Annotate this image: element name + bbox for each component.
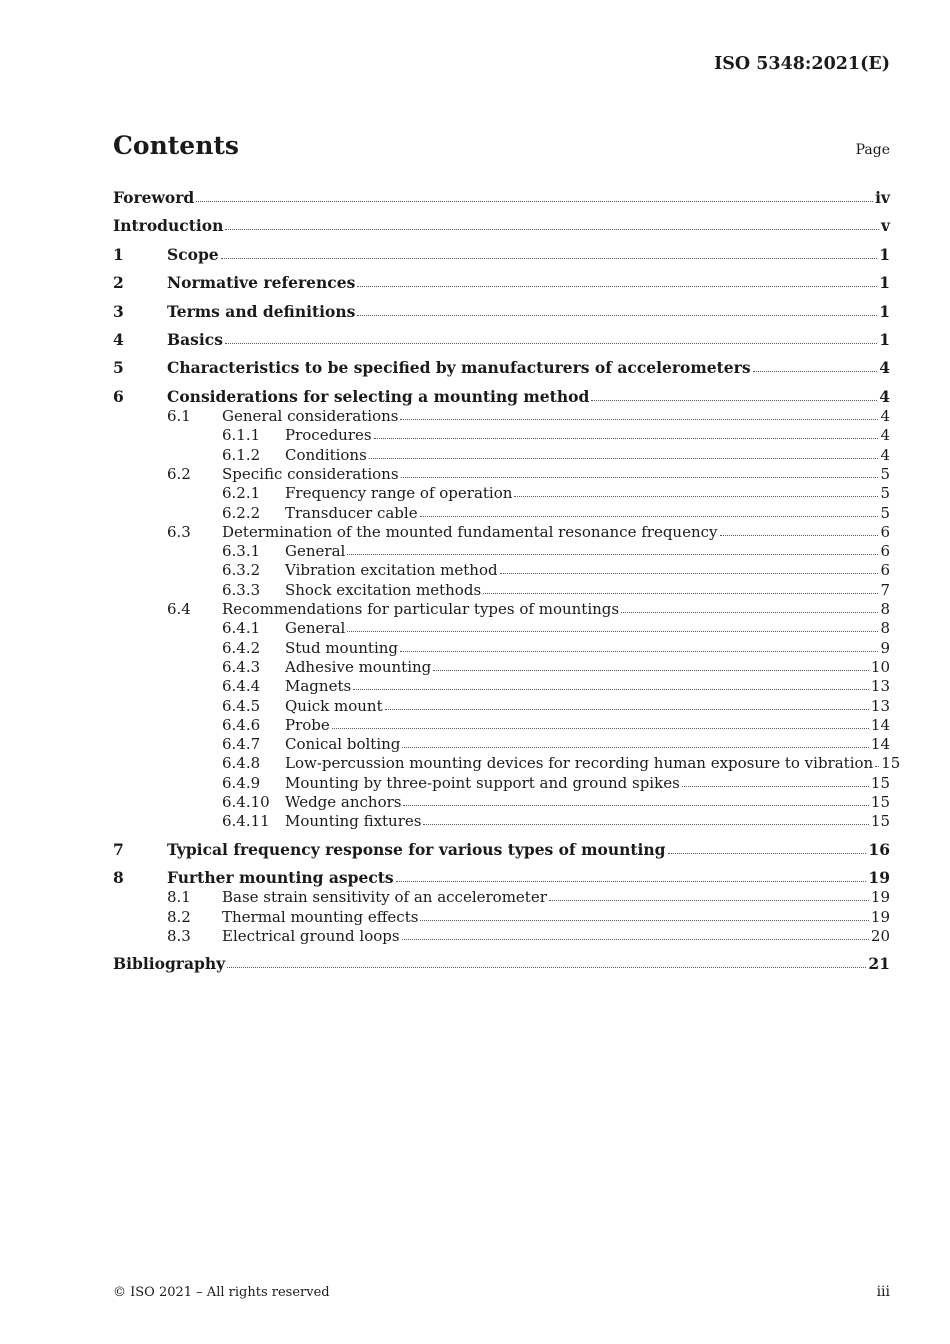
toc-entry-page: 4 xyxy=(879,387,890,406)
toc-entry-number: 8.1 xyxy=(167,888,191,906)
toc-entry[interactable] xyxy=(113,301,890,321)
toc-entry-page: 10 xyxy=(870,658,890,676)
toc-entry[interactable] xyxy=(113,521,890,541)
toc-entry[interactable] xyxy=(113,187,890,207)
toc-entry-page: 14 xyxy=(870,716,890,734)
toc-leader-dots xyxy=(402,747,869,748)
toc-entry-title: General xyxy=(285,619,346,637)
toc-entry-title: Procedures xyxy=(285,426,372,444)
toc-leader-dots xyxy=(357,315,877,316)
toc-entry[interactable] xyxy=(113,215,890,235)
toc-entry-page: 1 xyxy=(879,302,890,321)
toc-leader-dots xyxy=(682,786,869,787)
toc-entry[interactable] xyxy=(113,272,890,292)
toc-entry-title: Quick mount xyxy=(285,697,383,715)
toc-leader-dots xyxy=(347,631,878,632)
toc-leader-dots xyxy=(591,400,877,401)
toc-entry-page: 14 xyxy=(870,735,890,753)
toc-entry-number: 6.1.2 xyxy=(222,446,261,464)
toc-entry[interactable] xyxy=(113,906,890,926)
toc-entry-number: 6.3 xyxy=(167,523,191,541)
toc-leader-dots xyxy=(483,593,878,594)
toc-entry-number: 3 xyxy=(113,302,124,321)
toc-leader-dots xyxy=(225,343,877,344)
toc-entry-page: 13 xyxy=(870,697,890,715)
toc-leader-dots xyxy=(353,689,869,690)
toc-entry[interactable] xyxy=(113,357,890,377)
toc-entry[interactable] xyxy=(113,656,890,676)
toc-entry-title: Considerations for selecting a mounting method xyxy=(167,387,590,406)
toc-entry-page: 19 xyxy=(868,868,890,887)
toc-entry[interactable] xyxy=(113,772,890,792)
toc-entry-page: 20 xyxy=(870,927,890,945)
toc-entry[interactable] xyxy=(113,637,890,657)
toc-entry-number: 8.3 xyxy=(167,927,191,945)
toc-leader-dots xyxy=(400,651,878,652)
toc-entry-title: Stud mounting xyxy=(285,639,398,657)
toc-entry[interactable] xyxy=(113,502,890,522)
toc-entry[interactable] xyxy=(113,482,890,502)
toc-entry-title: Base strain sensitivity of an accelerometer xyxy=(222,888,547,906)
toc-entry-page: 15 xyxy=(870,793,890,811)
footer-page-number: iii xyxy=(876,1284,890,1300)
toc-entry-title: Mounting by three-point support and ground spikes xyxy=(285,774,680,792)
toc-entry-number: 4 xyxy=(113,330,124,349)
page-column-label: Page xyxy=(855,142,890,158)
toc-entry-title: Basics xyxy=(167,330,223,349)
toc-entry[interactable] xyxy=(113,559,890,579)
copyright-notice: © ISO 2021 – All rights reserved xyxy=(113,1285,330,1300)
toc-entry-page: 5 xyxy=(880,484,890,502)
toc-entry-number: 8 xyxy=(113,868,124,887)
toc-entry-number: 6.3.3 xyxy=(222,581,261,599)
toc-entry-title: General considerations xyxy=(222,407,399,425)
toc-entry-title: Wedge anchors xyxy=(285,793,402,811)
toc-leader-dots xyxy=(420,516,879,517)
toc-entry-title: Thermal mounting effects xyxy=(222,908,419,926)
toc-leader-dots xyxy=(720,535,879,536)
toc-entry[interactable] xyxy=(113,886,890,906)
toc-entry-page: 5 xyxy=(880,504,890,522)
toc-entry-number: 6.2.2 xyxy=(222,504,261,522)
toc-entry-title: Conditions xyxy=(285,446,367,464)
toc-entry-number: 6.2.1 xyxy=(222,484,261,502)
toc-entry-number: 6.4.5 xyxy=(222,697,261,715)
toc-entry-number: 7 xyxy=(113,840,124,859)
toc-entry[interactable] xyxy=(113,463,890,483)
toc-entry-page: 19 xyxy=(870,908,890,926)
toc-entry[interactable] xyxy=(113,791,890,811)
toc-entry-title: Probe xyxy=(285,716,330,734)
toc-entry-title: Further mounting aspects xyxy=(167,868,394,887)
toc-entry-title: Bibliography xyxy=(113,954,226,973)
toc-leader-dots xyxy=(500,573,879,574)
toc-entry[interactable] xyxy=(113,244,890,264)
toc-entry[interactable] xyxy=(113,424,890,444)
toc-entry-number: 6.4.4 xyxy=(222,677,261,695)
toc-entry[interactable] xyxy=(113,444,890,464)
toc-entry-page: 1 xyxy=(879,330,890,349)
toc-entry-title: Scope xyxy=(167,245,219,264)
toc-entry[interactable] xyxy=(113,540,890,560)
toc-entry-page: 13 xyxy=(870,677,890,695)
toc-entry-title: Typical frequency response for various types of mounting xyxy=(167,840,666,859)
toc-leader-dots xyxy=(753,371,878,372)
toc-leader-dots xyxy=(423,824,868,825)
toc-leader-dots xyxy=(514,496,878,497)
toc-entry-title: Low-percussion mounting devices for recording human exposure to vibration xyxy=(285,754,874,772)
toc-leader-dots xyxy=(668,853,867,854)
toc-entry[interactable] xyxy=(113,695,890,715)
toc-entry-title: Transducer cable xyxy=(285,504,418,522)
toc-entry-number: 6.4.9 xyxy=(222,774,261,792)
toc-leader-dots xyxy=(332,728,869,729)
toc-entry[interactable] xyxy=(113,867,890,887)
toc-entry-number: 6 xyxy=(113,387,124,406)
toc-entry-number: 2 xyxy=(113,273,124,292)
toc-leader-dots xyxy=(357,286,877,287)
toc-entry-title: Mounting fixtures xyxy=(285,812,422,830)
toc-entry-number: 6.4.10 xyxy=(222,793,270,811)
toc-entry-title: Conical bolting xyxy=(285,735,401,753)
toc-leader-dots xyxy=(549,900,869,901)
toc-leader-dots xyxy=(420,920,868,921)
toc-leader-dots xyxy=(369,458,879,459)
toc-entry-page: 6 xyxy=(880,561,890,579)
toc-entry-page: 1 xyxy=(879,273,890,292)
toc-leader-dots xyxy=(402,939,869,940)
toc-entry-title: Introduction xyxy=(113,216,224,235)
toc-leader-dots xyxy=(196,201,873,202)
toc-entry[interactable] xyxy=(113,598,890,618)
toc-entry[interactable] xyxy=(113,579,890,599)
toc-leader-dots xyxy=(400,419,878,420)
toc-entry-number: 6.1.1 xyxy=(222,426,261,444)
toc-entry-page: 5 xyxy=(880,465,890,483)
toc-leader-dots xyxy=(374,438,879,439)
toc-leader-dots xyxy=(621,612,878,613)
toc-entry-number: 5 xyxy=(113,358,124,377)
toc-entry-page: v xyxy=(880,216,890,235)
toc-entry-page: 15 xyxy=(870,812,890,830)
toc-entry-title: Foreword xyxy=(113,188,195,207)
toc-entry-title: Specific considerations xyxy=(222,465,399,483)
toc-entry-number: 6.4.7 xyxy=(222,735,261,753)
toc-entry-title: Magnets xyxy=(285,677,352,695)
toc-entry-number: 1 xyxy=(113,245,124,264)
toc-entry-number: 6.4.2 xyxy=(222,639,261,657)
toc-entry-page: 16 xyxy=(868,840,890,859)
toc-entry-number: 8.2 xyxy=(167,908,191,926)
toc-entry-number: 6.2 xyxy=(167,465,191,483)
toc-entry-page: 4 xyxy=(880,446,890,464)
toc-entry[interactable] xyxy=(113,329,890,349)
toc-entry-number: 6.4.11 xyxy=(222,812,270,830)
toc-entry[interactable] xyxy=(113,752,901,772)
toc-entry[interactable] xyxy=(113,953,890,973)
toc-entry-title: Shock excitation methods xyxy=(285,581,482,599)
toc-entry-page: 15 xyxy=(881,754,901,772)
toc-entry[interactable] xyxy=(113,386,890,406)
contents-heading: Contents xyxy=(113,131,240,160)
toc-leader-dots xyxy=(221,258,878,259)
toc-entry-page: 1 xyxy=(879,245,890,264)
document-id: ISO 5348:2021(E) xyxy=(714,54,890,74)
toc-entry-title: Recommendations for particular types of mountings xyxy=(222,600,620,618)
toc-entry-page: 7 xyxy=(880,581,890,599)
toc-entry[interactable] xyxy=(113,810,890,830)
toc-leader-dots xyxy=(396,881,867,882)
toc-leader-dots xyxy=(227,967,866,968)
toc-entry-page: 4 xyxy=(880,407,890,425)
toc-entry-number: 6.4 xyxy=(167,600,191,618)
toc-entry-page: 6 xyxy=(880,523,890,541)
toc-entry-number: 6.4.8 xyxy=(222,754,261,772)
toc-entry-page: 8 xyxy=(880,619,890,637)
toc-entry[interactable] xyxy=(113,839,890,859)
toc-entry[interactable] xyxy=(113,617,890,637)
toc-entry[interactable] xyxy=(113,405,890,425)
toc-leader-dots xyxy=(225,229,879,230)
toc-entry-title: Characteristics to be specified by manufacturers of accelerometers xyxy=(167,358,751,377)
toc-entry[interactable] xyxy=(113,714,890,734)
toc-entry-title: General xyxy=(285,542,346,560)
toc-entry-number: 6.3.1 xyxy=(222,542,261,560)
toc-leader-dots xyxy=(401,477,879,478)
toc-entry-title: Vibration excitation method xyxy=(285,561,498,579)
toc-entry-page: 4 xyxy=(880,426,890,444)
toc-entry-page: 8 xyxy=(880,600,890,618)
toc-entry[interactable] xyxy=(113,925,890,945)
toc-entry-page: 21 xyxy=(868,954,890,973)
toc-entry-title: Adhesive mounting xyxy=(285,658,432,676)
toc-entry-page: 19 xyxy=(870,888,890,906)
toc-leader-dots xyxy=(403,805,868,806)
toc-entry-title: Frequency range of operation xyxy=(285,484,513,502)
toc-entry-number: 6.4.3 xyxy=(222,658,261,676)
toc-entry-title: Terms and definitions xyxy=(167,302,356,321)
toc-entry[interactable] xyxy=(113,675,890,695)
toc-leader-dots xyxy=(433,670,869,671)
toc-entry-title: Determination of the mounted fundamental resonance frequency xyxy=(222,523,718,541)
toc-entry-title: Electrical ground loops xyxy=(222,927,400,945)
toc-leader-dots xyxy=(875,766,879,767)
toc-entry-title: Normative references xyxy=(167,273,356,292)
toc-entry[interactable] xyxy=(113,733,890,753)
toc-entry-page: 9 xyxy=(880,639,890,657)
toc-entry-number: 6.3.2 xyxy=(222,561,261,579)
toc-entry-page: iv xyxy=(875,188,890,207)
toc-entry-number: 6.4.6 xyxy=(222,716,261,734)
toc-entry-page: 4 xyxy=(879,358,890,377)
toc-entry-page: 6 xyxy=(880,542,890,560)
toc-entry-number: 6.4.1 xyxy=(222,619,261,637)
toc-leader-dots xyxy=(347,554,878,555)
toc-leader-dots xyxy=(385,709,869,710)
toc-entry-number: 6.1 xyxy=(167,407,191,425)
toc-entry-page: 15 xyxy=(870,774,890,792)
